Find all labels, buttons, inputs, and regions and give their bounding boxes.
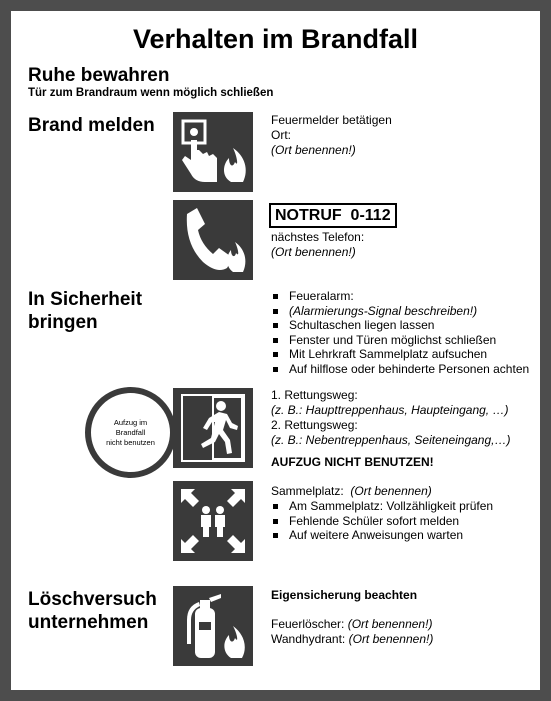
alarm-note: (Alarmierungs-Signal beschreiben!): [271, 304, 536, 319]
sammelplatz-note: (Ort benennen): [350, 484, 432, 498]
lift-sign-line3: nicht benutzen: [106, 437, 155, 447]
list-item: Auf weitere Anweisungen warten: [271, 528, 536, 543]
telephone-icon: [173, 200, 253, 280]
sicherheit-bullets: [271, 289, 536, 376]
weg1-example: (z. B.: Haupttreppenhaus, Haupteingang, …): [271, 403, 509, 417]
feuermelder-line3: (Ort benennen!): [271, 143, 356, 157]
lift-prohibition-sign: [85, 387, 176, 478]
fire-extinguisher-sign: [173, 586, 253, 666]
assembly-point-icon: [173, 481, 253, 561]
list-item: Auf hilflose oder behinderte Personen achten: [271, 362, 536, 377]
feuermelder-text: [271, 113, 392, 158]
emergency-exit-icon: [173, 388, 253, 468]
lift-sign-line1: Aufzug im: [113, 417, 148, 427]
emergency-exit-sign: [173, 388, 253, 468]
sicherheit-heading: [28, 288, 142, 334]
assembly-point-sign: [173, 481, 253, 561]
eigensicherung-text: Eigensicherung beachten: [271, 588, 418, 602]
feuermelder-line1: Feuermelder betätigen: [271, 113, 392, 127]
fire-alarm-icon: [173, 112, 253, 192]
wandhydrant-note: (Ort benennen!): [348, 632, 434, 646]
page-title: Verhalten im Brandfall: [132, 24, 419, 54]
lift-sign-line2: Brandfall: [115, 427, 146, 437]
notruf-line1: nächstes Telefon:: [271, 230, 365, 244]
sicherheit-heading-line1: In Sicherheit: [28, 289, 143, 310]
list-item: Am Sammelplatz: Vollzähligkeit prüfen: [271, 499, 536, 514]
list-item: Fenster und Türen möglichst schließen: [271, 333, 536, 348]
loesch-heading-line1: Löschversuch: [28, 589, 157, 610]
ruhe-heading: Ruhe bewahren: [28, 65, 170, 86]
loesch-heading: [28, 588, 157, 634]
sammelplatz-bullets: [271, 499, 536, 543]
weg2-example: (z. B.: Nebentreppenhaus, Seiteneingang,…): [271, 433, 511, 447]
wandhydrant-line: [271, 632, 433, 647]
weg2-label: 2. Rettungsweg:: [271, 418, 358, 432]
list-item: Mit Lehrkraft Sammelplatz aufsuchen: [271, 347, 536, 362]
feuerloescher-note: (Ort benennen!): [347, 617, 433, 631]
notruf-box: NOTRUF 0-112: [269, 203, 397, 228]
flame-icon: [224, 626, 244, 658]
brand-heading: Brand melden: [28, 115, 155, 136]
feuerloescher-line: [271, 617, 433, 632]
notruf-text: [271, 230, 364, 260]
list-item: Fehlende Schüler sofort melden: [271, 514, 536, 529]
sicherheit-heading-line2: bringen: [28, 312, 98, 333]
fire-alarm-sign: [173, 112, 253, 192]
fire-extinguisher-icon: [173, 586, 253, 666]
sammelplatz-line: [271, 484, 536, 499]
sammelplatz-block: [271, 484, 536, 543]
list-item: Feueralarm:: [271, 289, 536, 304]
ruhe-subtext: Tür zum Brandraum wenn möglich schließen: [28, 87, 274, 99]
loesch-text: [271, 617, 433, 647]
flame-icon: [224, 148, 246, 182]
notruf-line2: (Ort benennen!): [271, 245, 356, 259]
sicherheit-list-block: [271, 289, 536, 376]
loesch-heading-line2: unternehmen: [28, 612, 149, 633]
weg1-label: 1. Rettungsweg:: [271, 388, 358, 402]
flame-icon: [227, 242, 245, 272]
list-item: Schultaschen liegen lassen: [271, 318, 536, 333]
sammelplatz-label: Sammelplatz:: [271, 484, 344, 498]
feuermelder-line2: Ort:: [271, 128, 291, 142]
telephone-sign: [173, 200, 253, 280]
wandhydrant-label: Wandhydrant:: [271, 632, 346, 646]
aufzug-warning: AUFZUG NICHT BENUTZEN!: [271, 455, 434, 469]
feuerloescher-label: Feuerlöscher:: [271, 617, 345, 631]
rettungsweg-text: [271, 388, 510, 448]
